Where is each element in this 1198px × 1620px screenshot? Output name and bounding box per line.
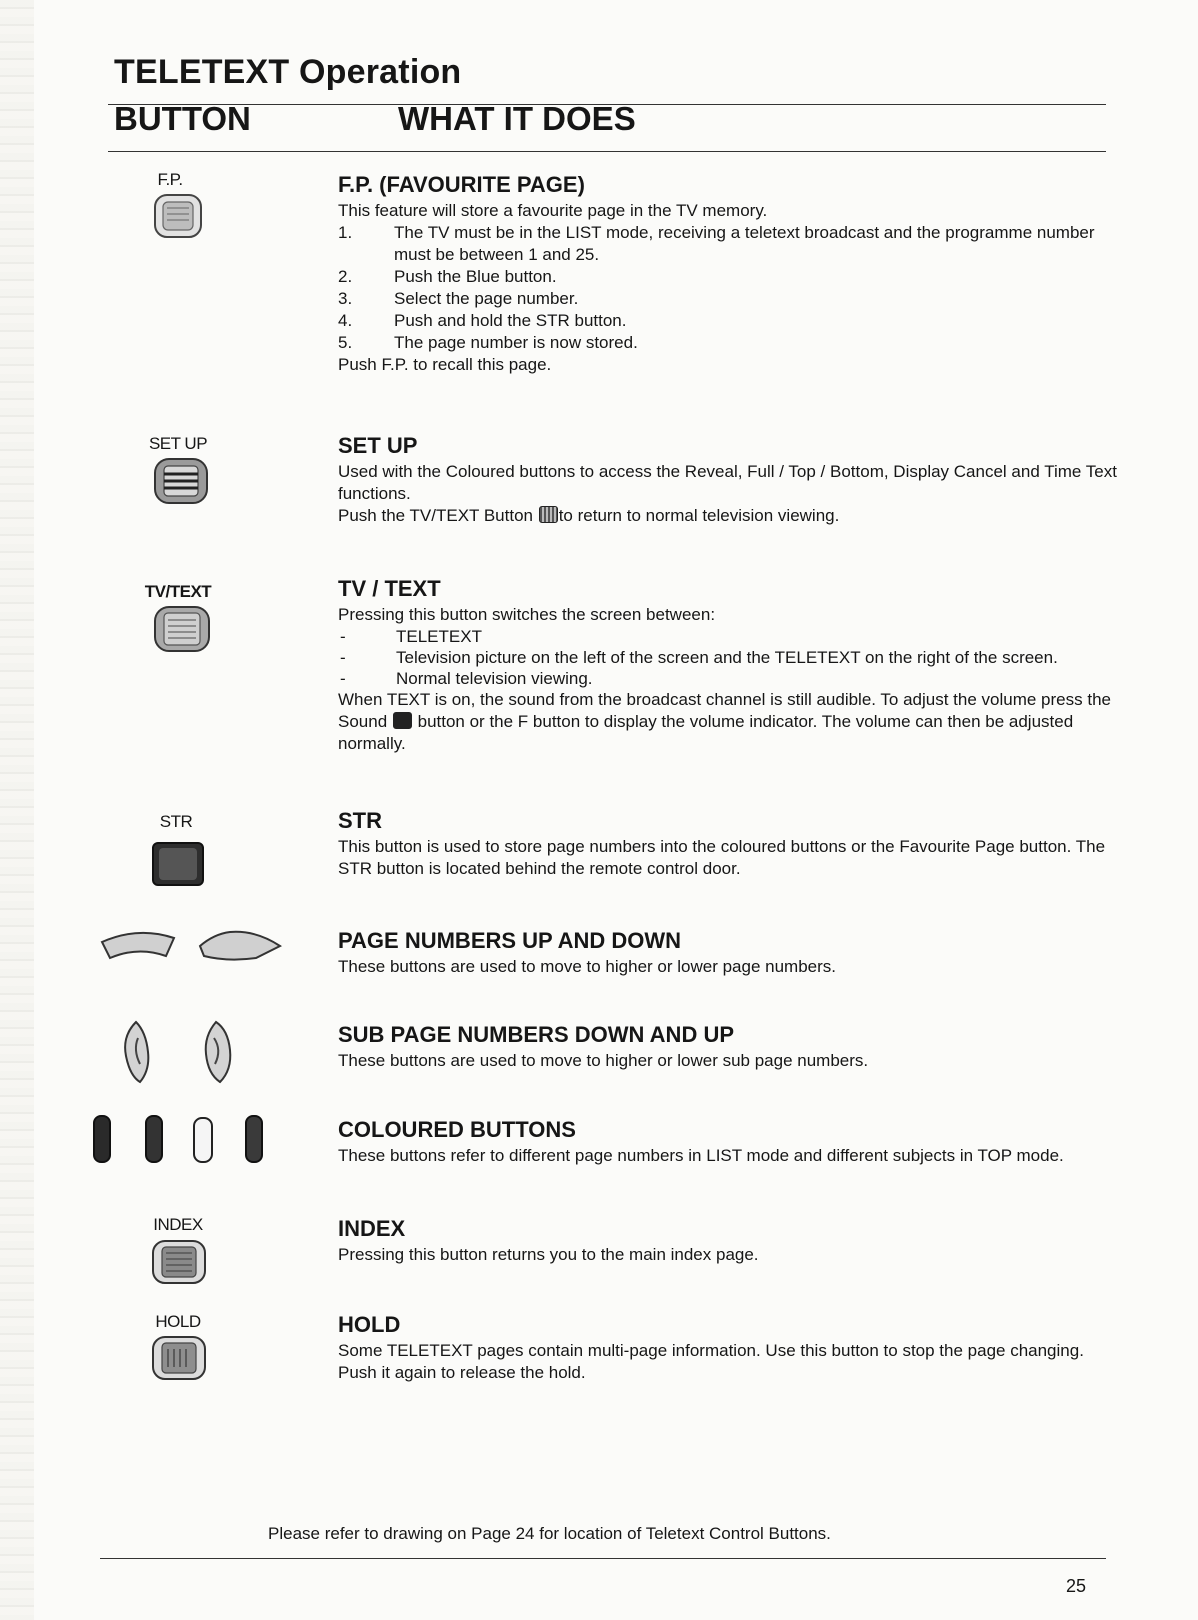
section-body: Some TELETEXT pages contain multi-page information. Use this button to stop the page changing. Push it again to release the hold. xyxy=(338,1341,1084,1382)
tv-text-icon xyxy=(539,506,558,523)
hold-button-label: HOLD xyxy=(155,1312,201,1331)
section-note: Push the TV/TEXT Button to return to normal television viewing. xyxy=(338,506,840,525)
footer-rule xyxy=(100,1558,1106,1559)
footer-note: Please refer to drawing on Page 24 for location of Teletext Control Buttons. xyxy=(268,1524,831,1543)
tvtext-options-list xyxy=(338,626,1118,689)
section-str xyxy=(338,808,1118,880)
list-item: - Normal television viewing. xyxy=(340,669,593,688)
setup-button-icon xyxy=(152,456,210,506)
section-outro: Push F.P. to recall this page. xyxy=(338,355,552,374)
scanned-page-edge xyxy=(0,0,34,1620)
section-title: SUB PAGE NUMBERS DOWN AND UP xyxy=(338,1022,735,1047)
hold-button-icon xyxy=(150,1334,208,1382)
sound-icon xyxy=(393,712,412,729)
page-number: 25 xyxy=(1065,1576,1086,1596)
section-title: STR xyxy=(338,808,382,833)
section-index xyxy=(338,1216,1118,1266)
header-rule xyxy=(108,151,1106,152)
section-set-up xyxy=(338,433,1118,527)
list-item: 1. The TV must be in the LIST mode, receiving a teletext broadcast and the programme number must be between 1 and 25. xyxy=(338,223,1095,264)
list-item: 2. Push the Blue button. xyxy=(338,267,557,286)
section-title: COLOURED BUTTONS xyxy=(338,1117,576,1142)
index-button-label: INDEX xyxy=(153,1215,203,1234)
section-title: INDEX xyxy=(338,1216,406,1241)
section-favourite-page xyxy=(338,172,1118,376)
tvtext-button-label: TV/TEXT xyxy=(144,582,212,601)
section-intro: Pressing this button switches the screen between: xyxy=(338,605,716,624)
list-item: 4. Push and hold the STR button. xyxy=(338,311,627,330)
section-body: These buttons are used to move to higher or lower page numbers. xyxy=(338,957,837,976)
section-sub-page-numbers xyxy=(338,1022,1118,1072)
section-body: Used with the Coloured buttons to access the Reveal, Full / Top / Bottom, Display Cancel and Time Text functions. xyxy=(338,462,1117,503)
section-outro: When TEXT is on, the sound from the broadcast channel is still audible. To adjust the volume press the Sound button or the F button to display the volume indicator. The volume can then be adjusted normally. xyxy=(338,690,1111,753)
section-intro: This feature will store a favourite page in the TV memory. xyxy=(338,201,768,220)
list-item: 3. Select the page number. xyxy=(338,289,579,308)
section-page-numbers xyxy=(338,928,1118,978)
section-title: PAGE NUMBERS UP AND DOWN xyxy=(338,928,682,953)
section-hold xyxy=(338,1312,1118,1384)
fp-steps-list xyxy=(338,222,1118,354)
list-item: 5. The page number is now stored. xyxy=(338,333,638,352)
setup-button-label: SET UP xyxy=(148,434,208,453)
section-title: F.P. (FAVOURITE PAGE) xyxy=(338,172,585,197)
column-header-button: BUTTON xyxy=(114,100,251,137)
page-title: TELETEXT Operation xyxy=(114,53,462,91)
sub-page-buttons-icon xyxy=(116,1016,246,1086)
section-body: These buttons refer to different page numbers in LIST mode and different subjects in TOP mode. xyxy=(338,1146,1064,1165)
section-body: Pressing this button returns you to the main index page. xyxy=(338,1245,759,1264)
coloured-buttons-icon xyxy=(88,1112,278,1168)
fp-button-label: F.P. xyxy=(157,170,183,189)
section-title: SET UP xyxy=(338,433,418,458)
index-button-icon xyxy=(150,1238,208,1286)
section-title: TV / TEXT xyxy=(338,576,441,601)
tvtext-button-icon xyxy=(152,604,212,654)
page-up-down-buttons-icon xyxy=(96,924,288,972)
section-tv-text xyxy=(338,576,1118,755)
list-item: - TELETEXT xyxy=(340,627,482,646)
list-item: - Television picture on the left of the screen and the TELETEXT on the right of the screen. xyxy=(340,648,1058,667)
column-header-what-it-does: WHAT IT DOES xyxy=(398,100,636,137)
section-title: HOLD xyxy=(338,1312,401,1337)
fp-button-icon xyxy=(152,192,204,240)
str-button-icon xyxy=(150,840,206,888)
str-button-label: STR xyxy=(159,812,193,831)
section-coloured-buttons xyxy=(338,1117,1118,1167)
section-body: These buttons are used to move to higher or lower sub page numbers. xyxy=(338,1051,869,1070)
section-body: This button is used to store page numbers into the coloured buttons or the Favourite Page button. The STR button is located behind the remote control door. xyxy=(338,837,1106,878)
